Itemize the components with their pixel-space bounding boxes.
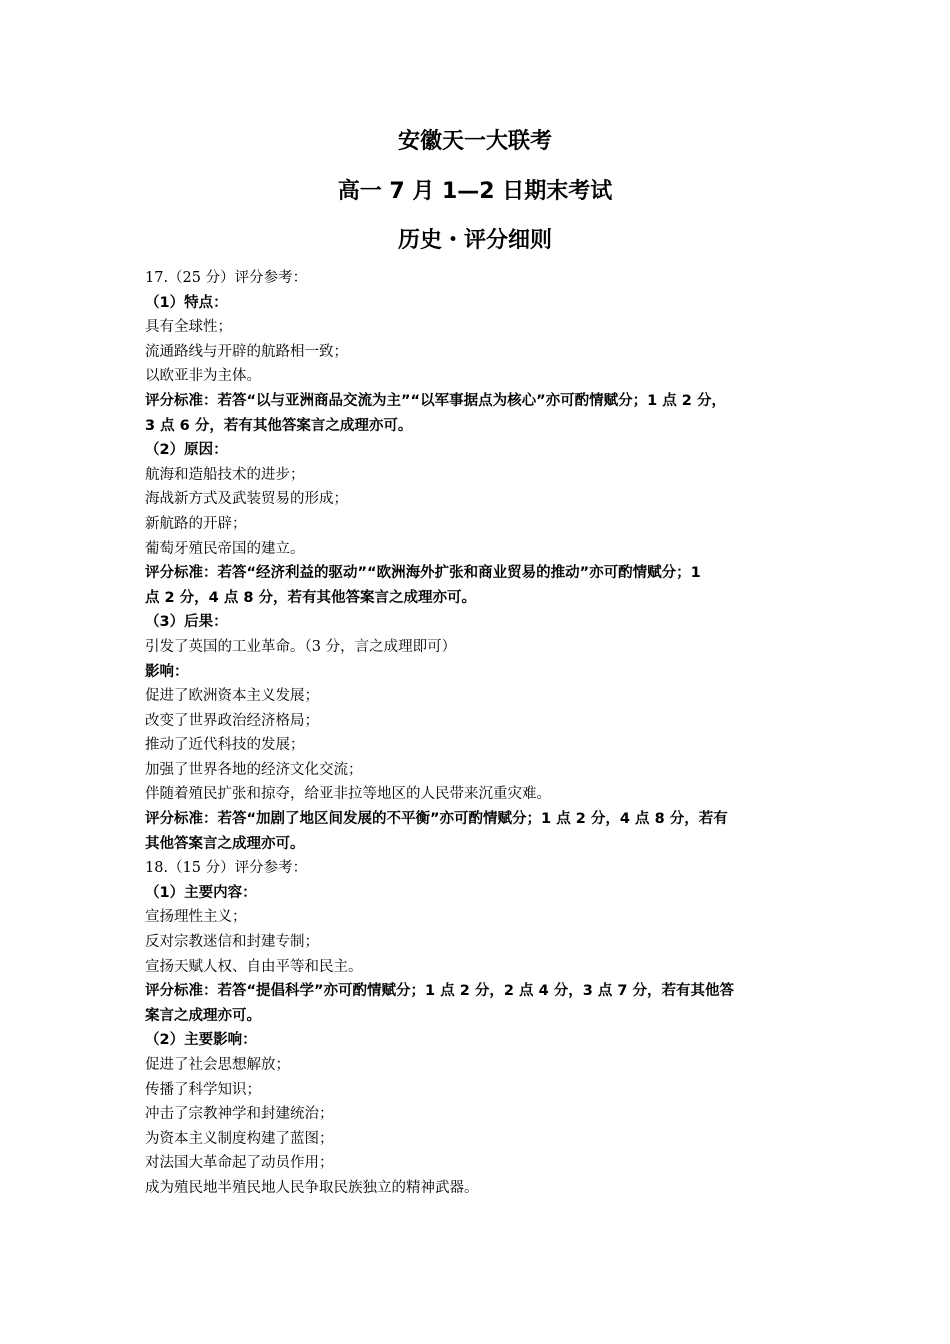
answer-line: 促进了社会思想解放；	[145, 1057, 290, 1073]
answer-line: 传播了科学知识；	[145, 1081, 261, 1098]
answer-line: 新航路的开辟；	[145, 515, 247, 532]
document-body	[145, 266, 825, 1201]
scoring-criteria-line: 评分标准：若答“提倡科学”亦可酌情赋分；1 点 2 分，2 点 4 分，3 点 7 分，若有其他答	[145, 983, 735, 1000]
q18-part2-label: （2）主要影响：	[145, 1032, 257, 1049]
question-18-heading: 18.（15 分）评分参考：	[145, 860, 308, 877]
answer-line: 葡萄牙殖民帝国的建立。	[145, 540, 305, 557]
answer-line: 推动了近代科技的发展；	[145, 737, 305, 754]
scoring-criteria-line: 评分标准：若答“加剧了地区间发展的不平衡”亦可酌情赋分；1 点 2 分，4 点 8 分，若有	[145, 811, 728, 828]
document-title-org: 安徽天一大联考	[397, 129, 552, 154]
answer-line: 引发了英国的工业革命。（3 分，言之成理即可）	[145, 638, 457, 655]
answer-line: 流通路线与开辟的航路相一致；	[145, 343, 348, 360]
q17-impact-label: 影响：	[145, 663, 189, 680]
answer-line: 伴随着殖民扩张和掠夺，给亚非拉等地区的人民带来沉重灾难。	[145, 786, 551, 803]
q17-part2-label: （2）原因：	[145, 442, 228, 459]
document-title-subject: 历史・评分细则	[397, 228, 552, 253]
answer-line: 海战新方式及武装贸易的形成；	[145, 491, 348, 508]
question-17-heading: 17.（25 分）评分参考：	[145, 270, 308, 286]
answer-line: 宣扬理性主义；	[145, 909, 247, 926]
q17-part3-label: （3）后果：	[145, 614, 228, 631]
answer-line: 反对宗教迷信和封建专制；	[145, 934, 319, 951]
answer-line: 宣扬天赋人权、自由平等和民主。	[145, 958, 363, 975]
answer-line: 促进了欧洲资本主义发展；	[145, 688, 319, 705]
answer-line: 对法国大革命起了动员作用；	[145, 1155, 334, 1172]
answer-line: 航海和造船技术的进步；	[145, 466, 305, 483]
scoring-criteria-line: 点 2 分，4 点 8 分，若有其他答案言之成理亦可。	[145, 589, 477, 606]
q18-part1-label: （1）主要内容：	[145, 884, 257, 901]
q17-part1-label: （1）特点：	[145, 294, 228, 311]
answer-line: 为资本主义制度构建了蓝图；	[145, 1130, 334, 1147]
scoring-criteria-line: 评分标准：若答“经济利益的驱动”“欧洲海外扩张和商业贸易的推动”亦可酌情赋分；1	[145, 565, 701, 582]
document-title-exam: 高一 7 月 1—2 日期末考试	[337, 179, 613, 204]
scoring-criteria-line: 评分标准：若答“以与亚洲商品交流为主”“以军事据点为核心”亦可酌情赋分；1 点 2 分，	[145, 392, 726, 409]
scoring-criteria-line: 其他答案言之成理亦可。	[145, 835, 305, 852]
answer-line: 改变了世界政治经济格局；	[145, 712, 319, 729]
answer-line: 冲击了宗教神学和封建统治；	[145, 1106, 334, 1123]
answer-line: 具有全球性；	[145, 319, 232, 336]
answer-line: 成为殖民地半殖民地人民争取民族独立的精神武器。	[145, 1179, 479, 1196]
scoring-criteria-line: 案言之成理亦可。	[145, 1007, 261, 1024]
answer-line: 加强了世界各地的经济文化交流；	[145, 761, 363, 778]
scoring-criteria-line: 3 点 6 分，若有其他答案言之成理亦可。	[145, 417, 413, 434]
answer-line: 以欧亚非为主体。	[145, 368, 261, 385]
